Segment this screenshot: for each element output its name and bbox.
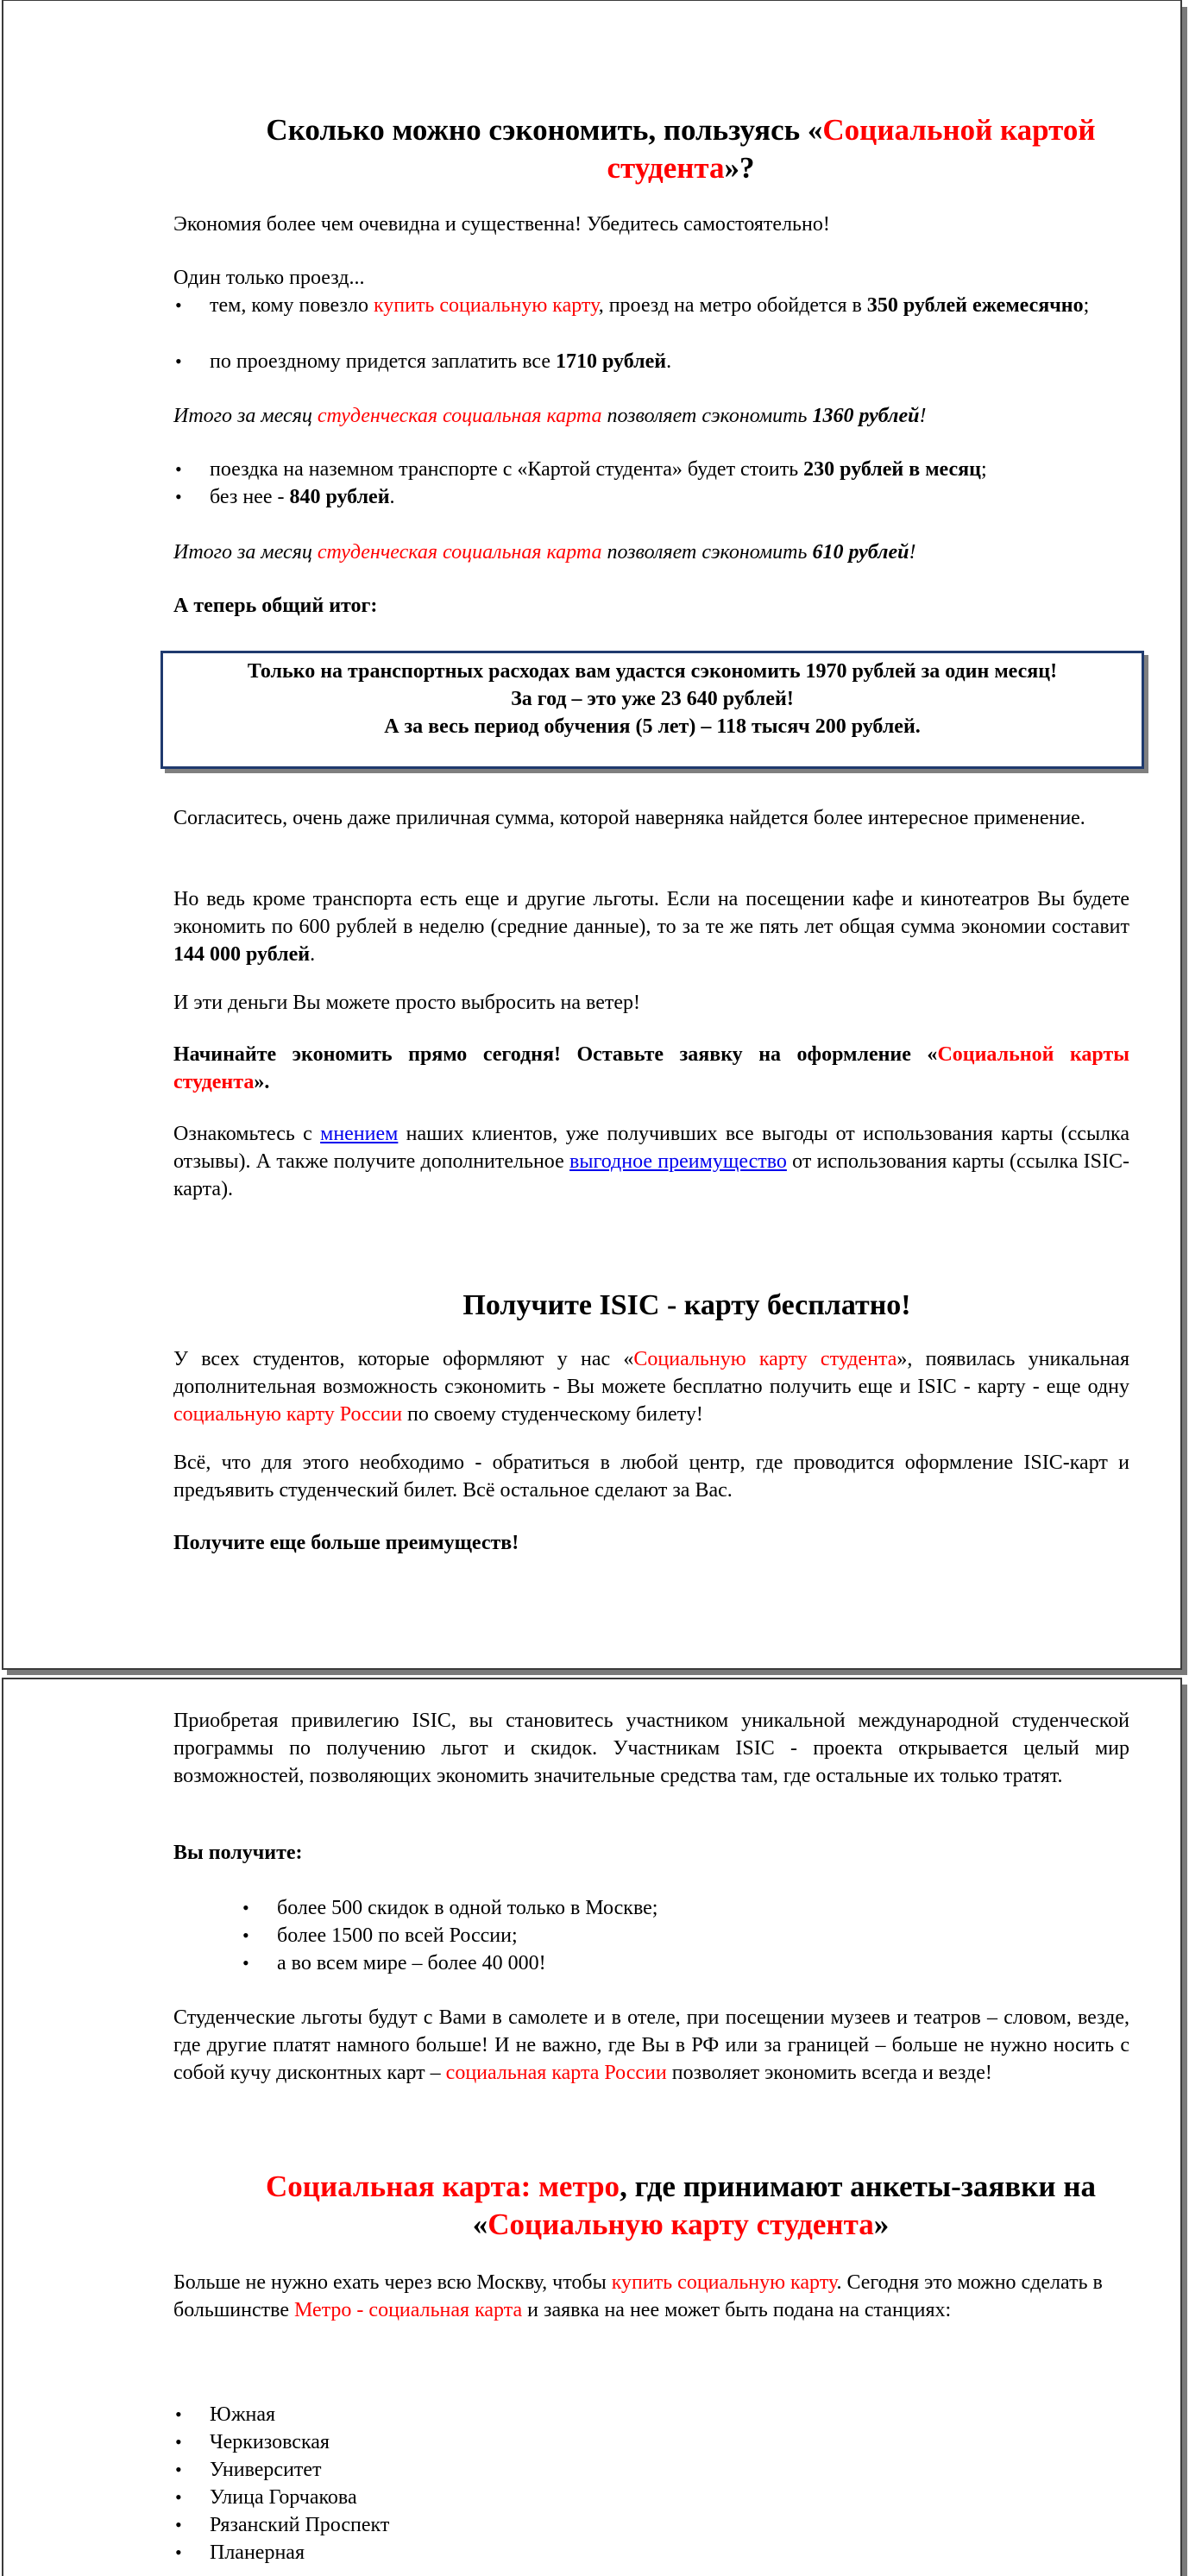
isic-title: Получите ISIC - карту бесплатно!	[462, 1289, 911, 1321]
intro-paragraph: Экономия более чем очевидна и существенна! Убедитесь самостоятельно!	[173, 213, 830, 236]
page-shadow-bottom	[7, 1670, 1187, 1675]
more-benefits-heading: Получите еще больше преимуществ!	[173, 1532, 519, 1554]
list-item-metro-with-card: • тем, кому повезло купить социальную карту, проезд на метро обойдется в 350 рублей ежемесячно;	[210, 292, 1129, 319]
box-line-month: Только на транспортных расходах вам удастся сэкономить 1970 рублей за один месяц!	[247, 660, 1058, 683]
document-page-1	[2, 0, 1182, 1670]
isic-intro-paragraph: Приобретая привилегию ISIC, вы становитесь участником уникальной международной студенческой программы по получению льгот и скидок. Участникам ISIC - проекта открывается целый мир возможностей, позволяющих экономить значительные средства там, где остальные их только тратят.	[173, 1710, 1129, 1787]
benefits-paragraph: Студенческие льготы будут с Вами в самолете и в отеле, при посещении музеев и театров – словом, везде, где другие платят намного больше! И не важно, где Вы в РФ или за границей – больше не нужно носить с собой кучу дисконтных карт – социальная карта России позволяет экономить всегда и везде!	[173, 2006, 1129, 2084]
station-item: • Рязанский Проспект	[210, 2511, 1129, 2539]
savings-summary-box	[160, 651, 1144, 769]
station-item: • Планерная	[210, 2539, 1129, 2567]
station-item: • Улица Горчакова	[210, 2484, 1129, 2511]
list-item-ground-with-card: • поездка на наземном транспорте с «Картой студента» будет стоить 230 рублей в месяц;	[210, 456, 1129, 483]
metro-title: Социальная карта: метро, где принимают анкеты-заявки на «Социальную карту студента»	[266, 2170, 1096, 2241]
total-heading: А теперь общий итог:	[173, 595, 378, 617]
advantage-link[interactable]: выгодное преимущество	[569, 1150, 787, 1173]
list-item-russia-discounts: • более 1500 по всей России;	[277, 1922, 1131, 1949]
document-page-2	[2, 1678, 1182, 2576]
page-title	[228, 111, 1134, 187]
list-item-ground-without-card: • без нее - 840 рублей.	[210, 483, 1129, 511]
title-text-end: »?	[724, 151, 755, 185]
list-item-moscow-discounts: • более 500 скидок в одной только в Москве;	[277, 1894, 1131, 1922]
other-benefits-paragraph: Но ведь кроме транспорта есть еще и другие льготы. Если на посещении кафе и кинотеатров Вы будете экономить по 600 рублей в неделю (средние данные), то за те же пять лет общая сумма экономии составит 144 000 рублей.	[173, 888, 1129, 966]
title-text: Сколько можно сэкономить, пользуясь «	[266, 113, 823, 147]
reviews-paragraph: Ознакомьтесь с мнением наших клиентов, уже получивших все выгоды от использования карты (ссылка отзывы). А также получите дополнительное выгодное преимущество от использования карты (ссылка ISIC-карта).	[173, 1123, 1130, 1200]
wind-paragraph: И эти деньги Вы можете просто выбросить на ветер!	[173, 992, 641, 1014]
box-line-period: А за весь период обучения (5 лет) – 118 тысяч 200 рублей.	[384, 715, 921, 738]
summary-ground: Итого за месяц студенческая социальная карта позволяет сэкономить 610 рублей!	[173, 541, 916, 564]
list-item-world-discounts: • а во всем мире – более 40 000!	[277, 1949, 1131, 1977]
title-red-text: Социальной картой студента	[607, 113, 1096, 185]
you-get-heading: Вы получите:	[173, 1842, 303, 1864]
reviews-link[interactable]: мнением	[320, 1123, 399, 1145]
call-to-action: Начинайте экономить прямо сегодня! Оставьте заявку на оформление «Социальной карты студента».	[173, 1043, 1129, 1093]
page-shadow-right-2	[1182, 1685, 1187, 2576]
station-item: • Университет	[210, 2456, 1129, 2484]
summary-metro: Итого за месяц студенческая социальная карта позволяет сэкономить 1360 рублей!	[173, 405, 927, 427]
travel-lead: Один только проезд...	[173, 267, 365, 289]
agree-paragraph: Согласитесь, очень даже приличная сумма, которой наверняка найдется более интересное применение.	[173, 807, 1085, 829]
station-item: • Южная	[210, 2401, 1129, 2428]
page-shadow-right	[1182, 7, 1187, 1670]
box-line-year: За год – это уже 23 640 рублей!	[511, 688, 794, 710]
isic-paragraph-1: У всех студентов, которые оформляют у нас «Социальную карту студента», появилась уникальная дополнительная возможность сэкономить - Вы можете бесплатно получить еще и ISIC - карту - еще одну социальную карту России по своему студенческому билету!	[173, 1348, 1130, 1426]
station-item: • Черкизовская	[210, 2428, 1129, 2456]
list-item-metro-without-card: • по проездному придется заплатить все 1710 рублей.	[210, 348, 1129, 375]
metro-paragraph: Больше не нужно ехать через всю Москву, чтобы купить социальную карту. Сегодня это можно сделать в большинстве Метро - социальная карта и заявка на нее может быть подана на станциях:	[173, 2271, 1103, 2321]
isic-paragraph-2: Всё, что для этого необходимо - обратиться в любой центр, где проводится оформление ISIC-карт и предъявить студенческий билет. Всё остальное сделают за Вас.	[173, 1452, 1129, 1502]
